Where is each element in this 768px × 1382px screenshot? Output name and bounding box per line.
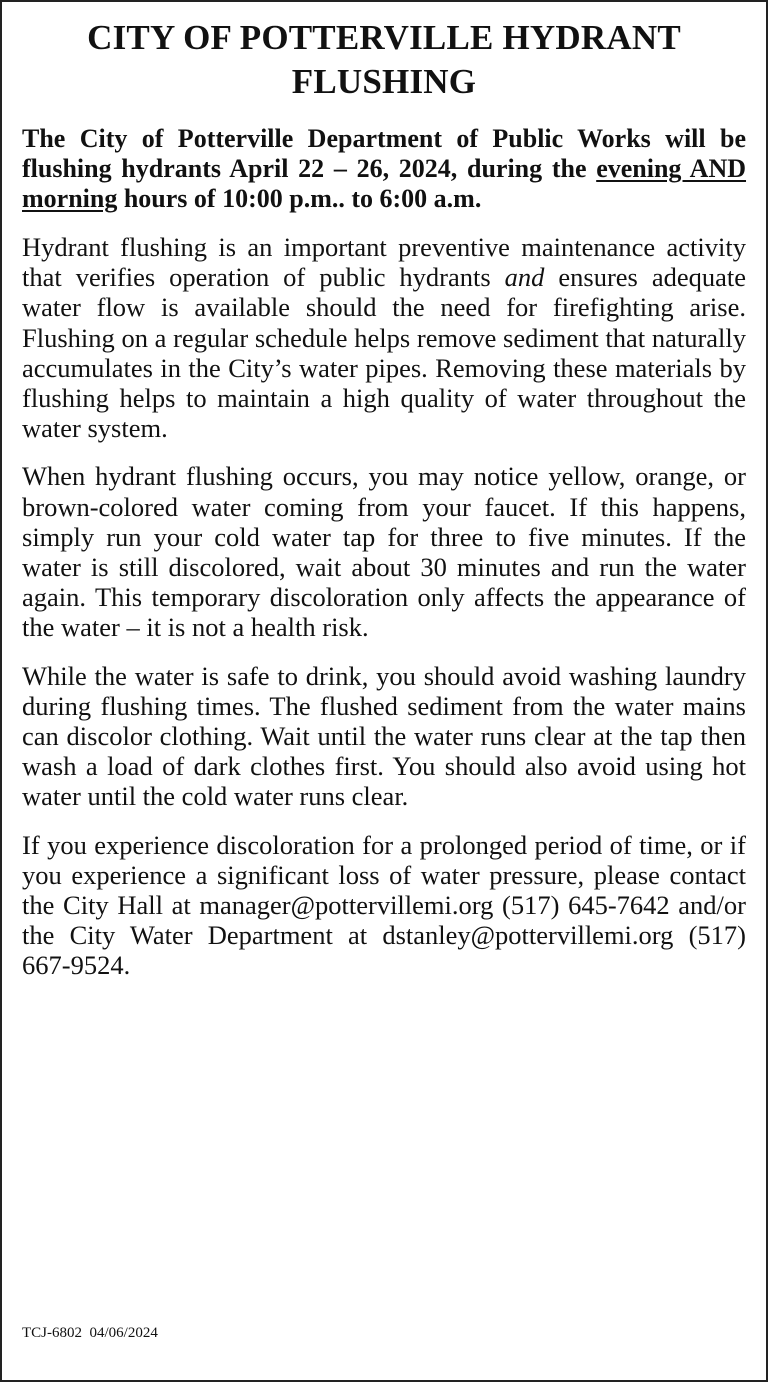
lead-underlined-text: evening AND morning [22, 154, 747, 213]
paragraph-purpose [22, 232, 746, 443]
lead-text-before: The City of Potterville Department of Public Works will be flushing hydrants April 22 – 26, 2024, during the [22, 124, 746, 183]
paragraph-purpose-italic: and [504, 262, 545, 293]
paragraph-contact: If you experience discoloration for a prolonged period of time, or if you experience a significant loss of water pressure, please contact the City Hall at manager@pottervillemi.org (517) 645-7642 and/or the City Water Department at dstanley@pottervillemi.org (517) 667-9524. [22, 829, 746, 981]
paragraph-purpose-after: ensures adequate water flow is available should the need for firefighting arise. Flushing on a regular schedule helps remove sediment that naturally accumulates in the City’s water pipes. Removing these materials by flushing helps to maintain a high quality of water throughout the water system. [22, 262, 746, 444]
lead-text-after: hours of 10:00 p.m.. to 6:00 a.m. [117, 184, 482, 213]
notice-title: CITY OF POTTERVILLE HYDRANT FLUSHING [87, 18, 681, 101]
paragraph-laundry: While the water is safe to drink, you should avoid washing laundry during flushing times. The flushed sediment from the water mains can discolor clothing. Wait until the water runs clear at the tap then wash a load of dark clothes first. You should also avoid using hot water until the cold water runs clear. [22, 660, 746, 812]
lead-paragraph [22, 124, 746, 214]
paragraph-discoloration: When hydrant flushing occurs, you may notice yellow, orange, or brown-colored water coming from your faucet. If this happens, simply run your cold water tap for three to five minutes. If the water is still discolored, wait about 30 minutes and run the water again. This temporary discoloration only affects the appearance of the water – it is not a health risk. [22, 461, 746, 643]
footer-reference: TCJ-6802 04/06/2024 [22, 1325, 158, 1341]
paragraph-purpose-before: Hydrant flushing is an important preventive maintenance activity that verifies operation of public hydrants [22, 232, 746, 293]
